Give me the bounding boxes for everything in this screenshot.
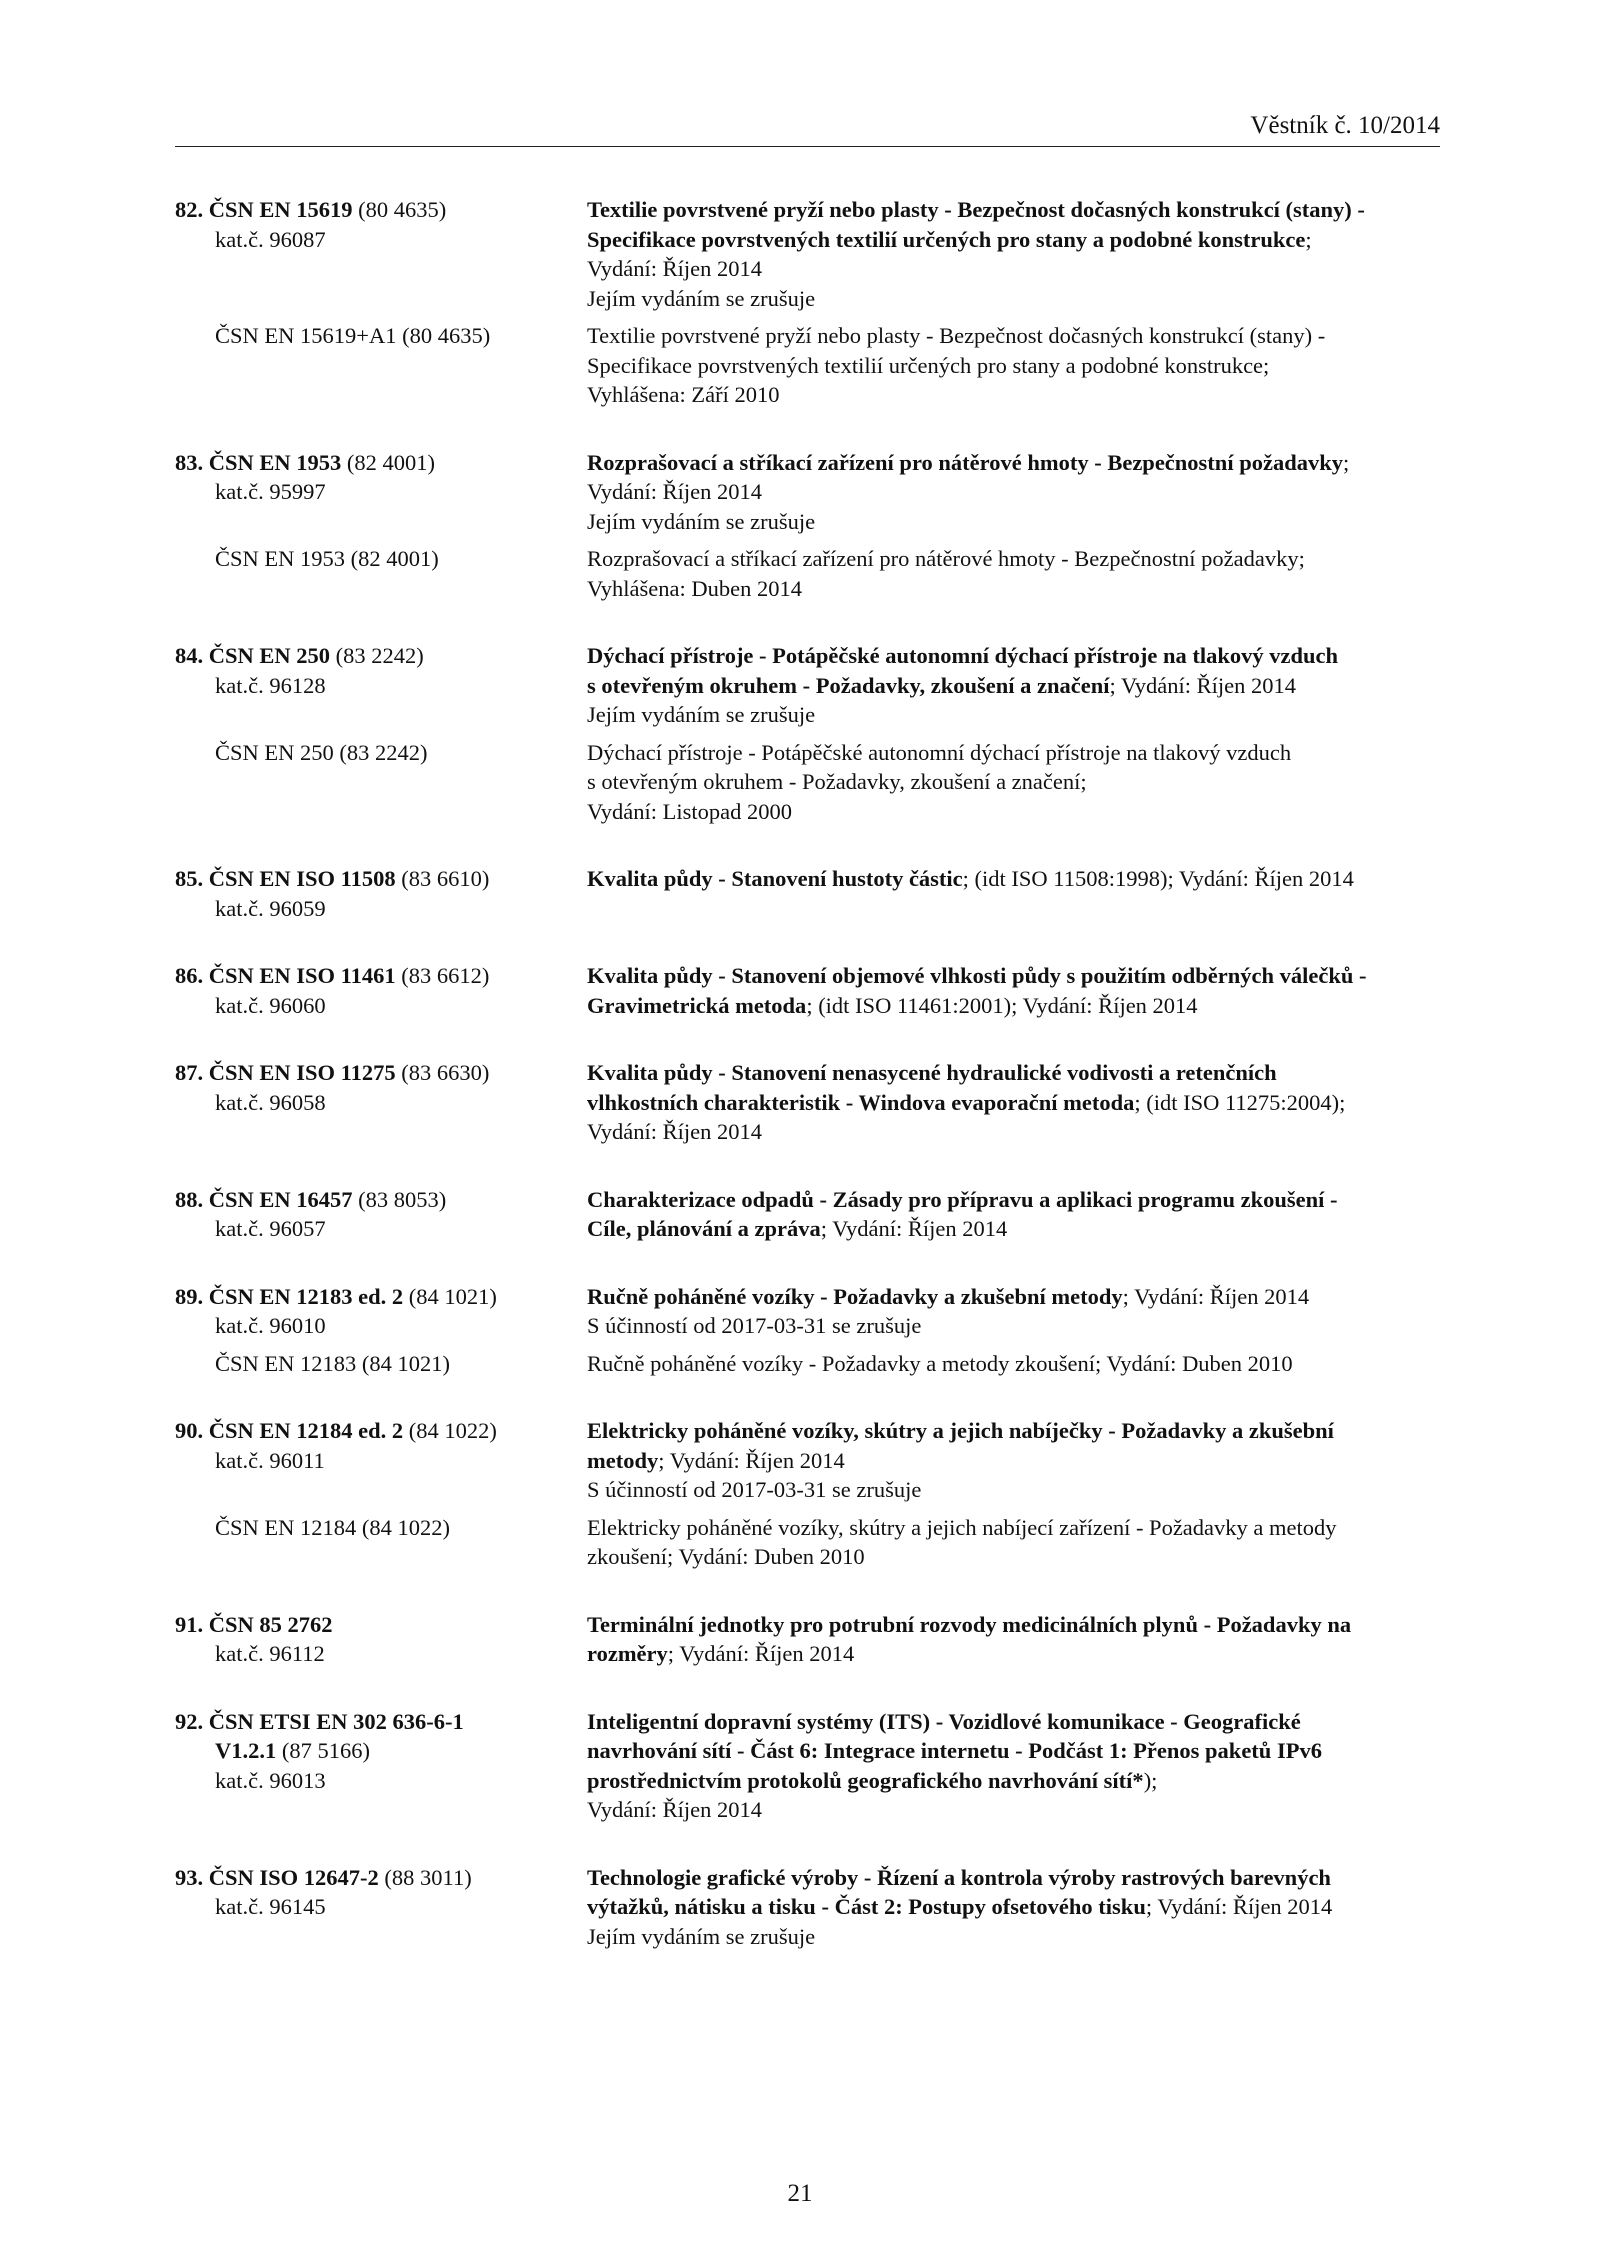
text-segment: Dýchací přístroje - Potápěčské autonomní dýchací přístroje na tlakový vzduch: [587, 739, 1292, 765]
text-segment: (82 4001): [341, 449, 436, 475]
text-segment: (83 8053): [352, 1186, 447, 1212]
text-segment: výtažků, nátisku a tisku - Část 2: Postupy ofsetového tisku: [587, 1894, 1146, 1919]
standard-designation: [175, 1707, 587, 1825]
text-segment: (83 6612): [395, 963, 490, 988]
text-segment: ČSN ETSI EN 302 636-6-1: [208, 1708, 464, 1734]
entry-number: 92.: [175, 1708, 204, 1734]
text-segment: Ručně poháněné vozíky - Požadavky a zkušební metody: [587, 1283, 1123, 1309]
page-number: 21: [787, 2180, 813, 2207]
standard-entry: [175, 1058, 1440, 1147]
title-line: [587, 738, 1440, 768]
text-segment: ČSN EN 250 (83 2242): [215, 739, 428, 765]
designation-line: [175, 321, 587, 351]
standard-entry: [175, 1185, 1440, 1244]
text-segment: ČSN EN 15619+A1 (80 4635): [215, 323, 491, 348]
text-segment: ČSN EN ISO 11508: [208, 866, 396, 891]
designation-line: [175, 1766, 587, 1796]
text-segment: ČSN EN 1953 (82 4001): [215, 546, 439, 571]
designation-line: [175, 448, 587, 478]
entry-main-row: [175, 1058, 1440, 1147]
text-segment: Rozprašovací a stříkací zařízení pro nátěrové hmoty - Bezpečnostní požadavky;: [587, 546, 1305, 571]
designation-line: [175, 738, 587, 768]
standard-entry: [175, 195, 1440, 410]
title-line: [587, 767, 1440, 797]
standard-entry: [175, 448, 1440, 604]
text-segment: (84 1021): [403, 1283, 497, 1309]
entry-number: 91.: [175, 1611, 204, 1637]
title-line: [587, 574, 1440, 604]
entry-number: 89.: [175, 1283, 204, 1309]
text-segment: ; (idt ISO 11461:2001); Vydání: Říjen 2014: [806, 992, 1198, 1018]
entry-main-row: [175, 448, 1440, 537]
standard-title: [587, 1707, 1440, 1825]
title-line: [587, 961, 1440, 991]
designation-line: [175, 1892, 587, 1922]
designation-line: [175, 477, 587, 507]
standard-designation: [175, 1058, 587, 1147]
text-segment: Vydání: Listopad 2000: [587, 798, 792, 824]
designation-line: [175, 894, 587, 924]
title-line: [587, 284, 1440, 314]
designation-line: [175, 1513, 587, 1543]
standard-designation: [175, 961, 587, 1020]
title-line: [587, 1088, 1440, 1118]
text-segment: S účinností od 2017-03-31 se zrušuje: [587, 1477, 922, 1502]
title-line: [587, 700, 1440, 730]
entry-main-row: [175, 1863, 1440, 1952]
standard-designation: [175, 1513, 587, 1572]
title-line: [587, 1513, 1440, 1543]
text-segment: kat.č. 96145: [215, 1894, 326, 1919]
text-segment: prostřednictvím protokolů geografického navrhování sítí*: [587, 1767, 1144, 1793]
designation-line: [175, 1610, 587, 1640]
journal-title: Věstník č. 10/2014: [1250, 112, 1440, 139]
entry-number: 86.: [175, 963, 204, 988]
entry-replaced-row: [175, 1349, 1440, 1379]
title-line: [587, 225, 1440, 255]
standard-designation: [175, 1282, 587, 1341]
text-segment: Kvalita půdy - Stanovení objemové vlhkosti půdy s použitím odběrných válečků -: [587, 963, 1367, 988]
standard-title: [587, 1282, 1440, 1341]
text-segment: ; Vydání: Říjen 2014: [658, 1447, 845, 1473]
standard-title: [587, 1349, 1440, 1379]
text-segment: (80 4635): [352, 197, 447, 222]
text-segment: Terminální jednotky pro potrubní rozvody medicinálních plynů - Požadavky na: [587, 1611, 1352, 1637]
title-line: [587, 1185, 1440, 1215]
standard-title: [587, 1058, 1440, 1147]
standard-entry: [175, 1707, 1440, 1825]
entry-number: 85.: [175, 866, 204, 891]
title-line: [587, 1311, 1440, 1341]
text-segment: );: [1143, 1767, 1158, 1793]
title-line: [587, 1446, 1440, 1476]
standards-list: [175, 195, 1440, 1989]
text-segment: s otevřeným okruhem - Požadavky, zkoušení a značení;: [587, 769, 1087, 794]
standard-designation: [175, 544, 587, 603]
text-segment: Technologie grafické výroby - Řízení a kontrola výroby rastrových barevných: [587, 1864, 1331, 1890]
entry-replaced-row: [175, 321, 1440, 410]
text-segment: rozměry: [587, 1641, 668, 1666]
entry-replaced-row: [175, 1513, 1440, 1572]
standard-title: [587, 864, 1440, 923]
standard-designation: [175, 864, 587, 923]
title-line: [587, 1058, 1440, 1088]
designation-line: [175, 641, 587, 671]
designation-line: [175, 1446, 587, 1476]
text-segment: Specifikace povrstvených textilií určených pro stany a podobné konstrukce;: [587, 352, 1270, 378]
title-line: [587, 991, 1440, 1021]
standard-designation: [175, 321, 587, 410]
text-segment: vlhkostních charakteristik - Windova evaporační metoda: [587, 1089, 1135, 1115]
standard-title: [587, 961, 1440, 1020]
text-segment: ČSN EN 12183 ed. 2: [208, 1283, 404, 1309]
title-line: [587, 1892, 1440, 1922]
entry-number: 90.: [175, 1418, 204, 1443]
entry-main-row: [175, 1282, 1440, 1341]
text-segment: ČSN EN 16457: [208, 1186, 353, 1212]
title-line: [587, 1117, 1440, 1147]
text-segment: kat.č. 96011: [215, 1447, 325, 1473]
text-segment: ; (idt ISO 11508:1998); Vydání: Říjen 2014: [962, 866, 1354, 891]
standard-title: [587, 1185, 1440, 1244]
designation-line: [175, 1088, 587, 1118]
title-line: [587, 380, 1440, 410]
text-segment: ;: [1305, 226, 1312, 252]
text-segment: kat.č. 96128: [215, 672, 326, 698]
designation-line: [175, 225, 587, 255]
standard-title: [587, 738, 1440, 827]
standard-designation: [175, 195, 587, 313]
standard-title: [587, 1610, 1440, 1669]
text-segment: Dýchací přístroje - Potápěčské autonomní dýchací přístroje na tlakový vzduch: [587, 643, 1339, 668]
designation-line: [175, 1058, 587, 1088]
entry-main-row: [175, 1416, 1440, 1505]
text-segment: Jejím vydáním se zrušuje: [587, 285, 816, 311]
title-line: [587, 1214, 1440, 1244]
entry-main-row: [175, 195, 1440, 313]
standard-entry: [175, 641, 1440, 826]
text-segment: (83 2242): [330, 643, 424, 668]
text-segment: ČSN 85 2762: [208, 1611, 333, 1637]
text-segment: V1.2.1: [215, 1738, 277, 1763]
standard-designation: [175, 1416, 587, 1505]
text-segment: Vydání: Říjen 2014: [587, 256, 762, 281]
text-segment: ; Vydání: Říjen 2014: [1109, 672, 1296, 698]
entry-number: 88.: [175, 1186, 204, 1212]
text-segment: Jejím vydáním se zrušuje: [587, 508, 816, 534]
title-line: [587, 544, 1440, 574]
text-segment: kat.č. 96013: [215, 1767, 326, 1793]
title-line: [587, 1863, 1440, 1893]
designation-line: [175, 1707, 587, 1737]
entry-main-row: [175, 1707, 1440, 1825]
designation-line: [175, 1349, 587, 1379]
entry-main-row: [175, 864, 1440, 923]
text-segment: kat.č. 95997: [215, 479, 326, 504]
title-line: [587, 254, 1440, 284]
standard-designation: [175, 448, 587, 537]
title-line: [587, 1922, 1440, 1952]
title-line: [587, 195, 1440, 225]
entry-main-row: [175, 1185, 1440, 1244]
standard-entry: [175, 1863, 1440, 1952]
entry-number: 83.: [175, 449, 204, 475]
title-line: [587, 1795, 1440, 1825]
title-line: [587, 1542, 1440, 1572]
title-line: [587, 1282, 1440, 1312]
title-line: [587, 1475, 1440, 1505]
text-segment: kat.č. 96087: [215, 226, 326, 252]
title-line: [587, 797, 1440, 827]
text-segment: Specifikace povrstvených textilií určených pro stany a podobné konstrukce: [587, 226, 1306, 252]
text-segment: Kvalita půdy - Stanovení hustoty částic: [587, 866, 963, 891]
standard-designation: [175, 1610, 587, 1669]
text-segment: (88 3011): [378, 1864, 472, 1890]
designation-line: [175, 991, 587, 1021]
designation-line: [175, 961, 587, 991]
designation-line: [175, 864, 587, 894]
text-segment: Elektricky poháněné vozíky, skútry a jejich nabíječky - Požadavky a zkušební: [587, 1418, 1334, 1443]
text-segment: ; Vydání: Říjen 2014: [820, 1216, 1008, 1241]
text-segment: ČSN EN ISO 11461: [208, 963, 396, 988]
text-segment: ČSN EN 250: [208, 643, 331, 668]
standard-designation: [175, 1349, 587, 1379]
text-segment: Charakterizace odpadů - Zásady pro přípravu a aplikaci programu zkoušení -: [587, 1186, 1338, 1212]
title-line: [587, 507, 1440, 537]
text-segment: ČSN ISO 12647-2: [208, 1864, 379, 1890]
standard-title: [587, 544, 1440, 603]
entry-replaced-row: [175, 738, 1440, 827]
text-segment: ČSN EN 12184 ed. 2: [208, 1418, 404, 1443]
text-segment: Inteligentní dopravní systémy (ITS) - Vozidlové komunikace - Geografické: [587, 1708, 1301, 1734]
text-segment: ČSN EN 12183 (84 1021): [215, 1350, 450, 1376]
title-line: [587, 351, 1440, 381]
header-divider: [175, 146, 1440, 147]
entry-number: 84.: [175, 643, 204, 668]
designation-line: [175, 544, 587, 574]
standard-designation: [175, 1863, 587, 1952]
text-segment: Vyhlášena: Duben 2014: [587, 575, 802, 601]
text-segment: zkoušení; Vydání: Duben 2010: [587, 1544, 865, 1569]
text-segment: ČSN EN 12184 (84 1022): [215, 1514, 450, 1540]
designation-line: [175, 671, 587, 701]
text-segment: Vydání: Říjen 2014: [587, 1119, 762, 1144]
text-segment: kat.č. 96060: [215, 992, 326, 1018]
standard-entry: [175, 864, 1440, 923]
text-segment: (83 6610): [395, 866, 490, 891]
text-segment: metody: [587, 1447, 659, 1473]
text-segment: Textilie povrstvené pryží nebo plasty - Bezpečnost dočasných konstrukcí (stany) -: [587, 323, 1326, 348]
text-segment: Rozprašovací a stříkací zařízení pro nátěrové hmoty - Bezpečnostní požadavky: [587, 449, 1343, 475]
designation-line: [175, 1863, 587, 1893]
standard-designation: [175, 1185, 587, 1244]
entry-main-row: [175, 961, 1440, 1020]
entry-main-row: [175, 1610, 1440, 1669]
standard-entry: [175, 1416, 1440, 1572]
title-line: [587, 1639, 1440, 1669]
standard-designation: [175, 641, 587, 730]
designation-line: [175, 195, 587, 225]
designation-line: [175, 1185, 587, 1215]
standard-entry: [175, 1610, 1440, 1669]
text-segment: ČSN EN 1953: [208, 449, 342, 475]
text-segment: ČSN EN 15619: [208, 197, 353, 222]
title-line: [587, 671, 1440, 701]
entry-replaced-row: [175, 544, 1440, 603]
text-segment: kat.č. 96058: [215, 1089, 326, 1115]
text-segment: Vyhlášena: Září 2010: [587, 382, 780, 407]
title-line: [587, 1736, 1440, 1766]
text-segment: (84 1022): [403, 1418, 497, 1443]
entry-number: 93.: [175, 1864, 204, 1890]
standard-entry: [175, 961, 1440, 1020]
text-segment: kat.č. 96112: [215, 1641, 325, 1666]
entry-number: 87.: [175, 1060, 204, 1085]
entry-number: 82.: [175, 197, 204, 222]
text-segment: ; Vydání: Říjen 2014: [667, 1641, 855, 1666]
title-line: [587, 641, 1440, 671]
text-segment: navrhování sítí - Část 6: Integrace internetu - Podčást 1: Přenos paketů IPv6: [587, 1738, 1322, 1763]
text-segment: kat.č. 96059: [215, 895, 326, 921]
text-segment: kat.č. 96010: [215, 1313, 326, 1338]
text-segment: (87 5166): [276, 1738, 370, 1763]
title-line: [587, 864, 1440, 894]
title-line: [587, 477, 1440, 507]
standard-title: [587, 195, 1440, 313]
text-segment: Elektricky poháněné vozíky, skútry a jejich nabíjecí zařízení - Požadavky a metody: [587, 1514, 1337, 1540]
entry-main-row: [175, 641, 1440, 730]
standard-entry: [175, 1282, 1440, 1379]
standard-title: [587, 321, 1440, 410]
designation-line: [175, 1736, 587, 1766]
standard-title: [587, 1416, 1440, 1505]
text-segment: s otevřeným okruhem - Požadavky, zkoušení a značení: [587, 672, 1110, 698]
text-segment: Textilie povrstvené pryží nebo plasty - Bezpečnost dočasných konstrukcí (stany) -: [587, 197, 1365, 222]
standard-designation: [175, 738, 587, 827]
text-segment: ;: [1342, 449, 1350, 475]
text-segment: kat.č. 96057: [215, 1216, 326, 1241]
designation-line: [175, 1416, 587, 1446]
text-segment: Ručně poháněné vozíky - Požadavky a metody zkoušení; Vydání: Duben 2010: [587, 1350, 1293, 1376]
text-segment: Jejím vydáním se zrušuje: [587, 1923, 816, 1949]
text-segment: Cíle, plánování a zpráva: [587, 1216, 821, 1241]
text-segment: ČSN EN ISO 11275: [208, 1060, 396, 1085]
text-segment: Kvalita půdy - Stanovení nenasycené hydraulické vodivosti a retenčních: [587, 1060, 1277, 1085]
text-segment: ; Vydání: Říjen 2014: [1145, 1894, 1333, 1919]
designation-line: [175, 1282, 587, 1312]
standard-title: [587, 1513, 1440, 1572]
title-line: [587, 1416, 1440, 1446]
title-line: [587, 1766, 1440, 1796]
text-segment: (83 6630): [395, 1060, 490, 1085]
title-line: [587, 1349, 1440, 1379]
text-segment: ; Vydání: Říjen 2014: [1122, 1283, 1310, 1309]
text-segment: Gravimetrická metoda: [587, 992, 807, 1018]
text-segment: Vydání: Říjen 2014: [587, 479, 762, 504]
designation-line: [175, 1214, 587, 1244]
title-line: [587, 448, 1440, 478]
standard-title: [587, 1863, 1440, 1952]
title-line: [587, 321, 1440, 351]
standard-title: [587, 641, 1440, 730]
text-segment: S účinností od 2017-03-31 se zrušuje: [587, 1313, 922, 1338]
text-segment: Jejím vydáním se zrušuje: [587, 702, 816, 727]
designation-line: [175, 1639, 587, 1669]
designation-line: [175, 1311, 587, 1341]
text-segment: Vydání: Říjen 2014: [587, 1797, 762, 1822]
text-segment: ; (idt ISO 11275:2004);: [1134, 1089, 1346, 1115]
title-line: [587, 1707, 1440, 1737]
standard-title: [587, 448, 1440, 537]
title-line: [587, 1610, 1440, 1640]
